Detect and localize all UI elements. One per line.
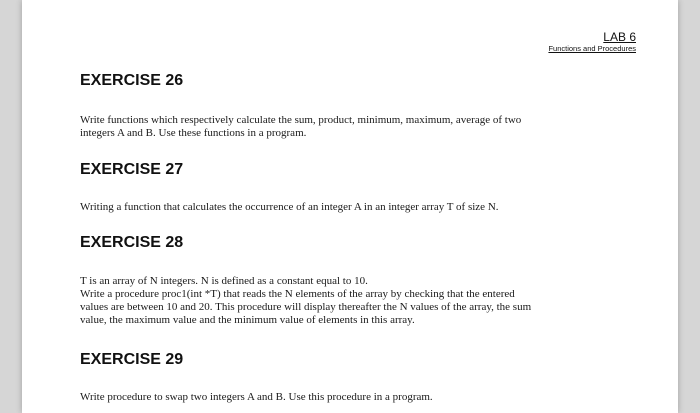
- exercise-28-line-2: Write a procedure proc1(int *T) that reads the N elements of the array by checking that the entered: [80, 288, 515, 300]
- exercise-27-line-1: Writing a function that calculates the occurrence of an integer A in an integer array T of size N.: [80, 201, 499, 213]
- lab-title: LAB 6: [603, 30, 636, 44]
- exercise-29-title: EXERCISE 29: [80, 351, 184, 368]
- exercise-29-line-1: Write procedure to swap two integers A and B. Use this procedure in a program.: [80, 391, 433, 403]
- exercise-26-body: [80, 114, 521, 140]
- exercise-26-line-2: integers A and B. Use these functions in a program.: [80, 127, 307, 139]
- exercise-28-line-4: value, the maximum value and the minimum value of elements in this array.: [80, 314, 415, 326]
- document-page: [22, 0, 678, 413]
- exercise-29-body: [80, 391, 433, 404]
- exercise-26-line-1: Write functions which respectively calculate the sum, product, minimum, maximum, average of two: [80, 114, 522, 126]
- exercise-28-line-3: values are between 10 and 20. This procedure will display thereafter the N values of the array, the sum: [80, 301, 532, 313]
- exercise-27-title: EXERCISE 27: [80, 161, 184, 178]
- exercise-28-title: EXERCISE 28: [80, 234, 184, 251]
- exercise-26-title: EXERCISE 26: [80, 72, 184, 89]
- exercise-28-body: [80, 275, 531, 327]
- lab-header: [548, 30, 636, 53]
- lab-subtitle: Functions and Procedures: [548, 44, 636, 53]
- exercise-28-line-1: T is an array of N integers. N is defined as a constant equal to 10.: [80, 275, 368, 287]
- exercise-27-body: [80, 201, 499, 214]
